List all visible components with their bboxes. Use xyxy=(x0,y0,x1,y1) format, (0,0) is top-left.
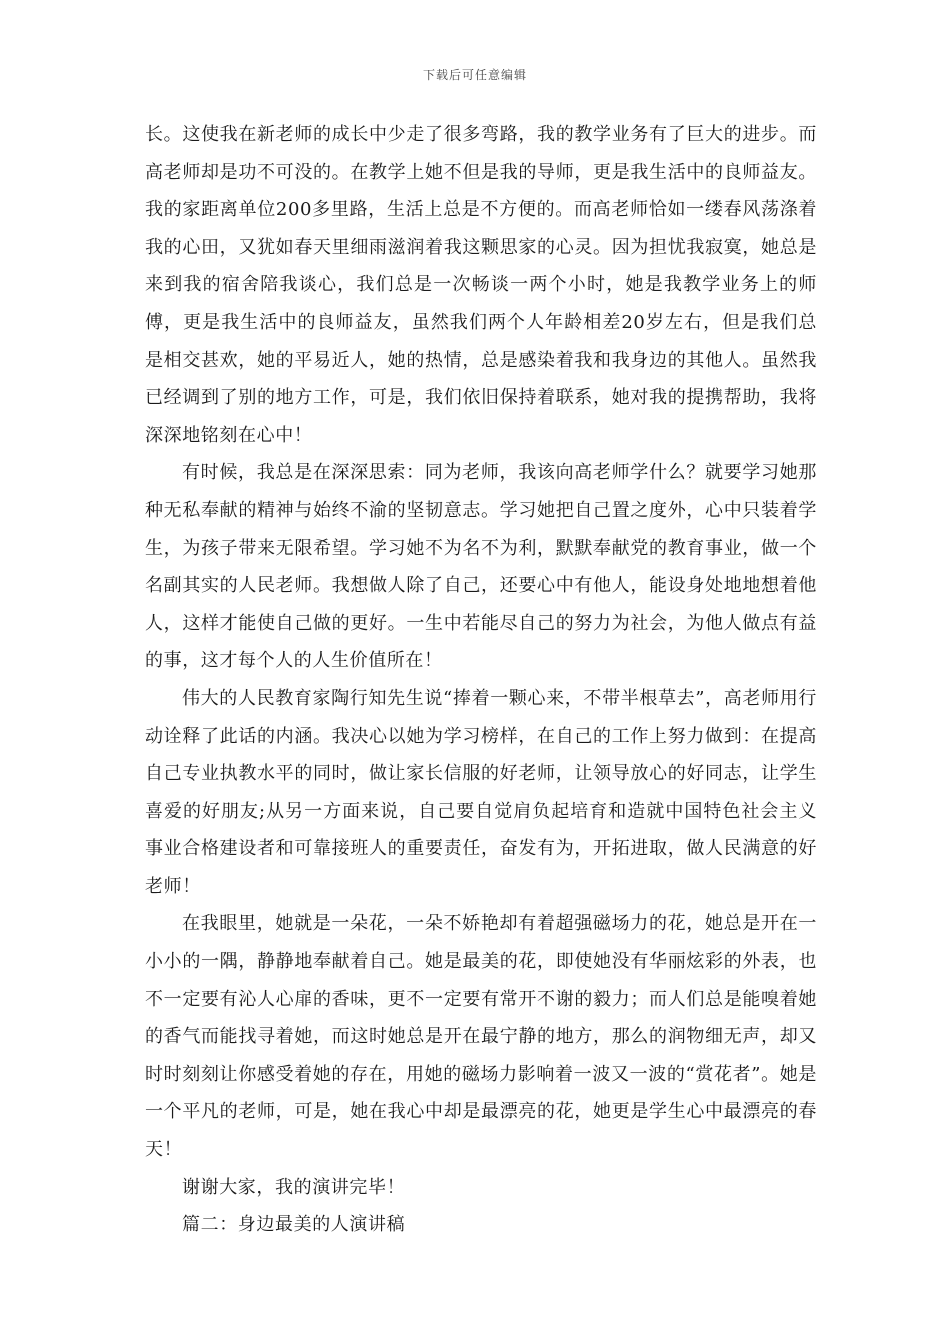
paragraph-4: 在我眼里，她就是一朵花，一朵不娇艳却有着超强磁场力的花，她总是开在一小小的一隅，静静地奉献着自己。她是最美的花，即使她没有华丽炫彩的外表，也不一定要有沁人心扉的香味，更不一定要有常开不谢的毅力；而人们总是能嗅着她的香气而能找寻着她，而这时她总是开在最宁静的地方，那么的润物细无声，却又时时刻刻让你感受着她的存在，用她的磁场力影响着一波又一波的“赏花者”。她是一个平凡的老师，可是，她在我心中却是最漂亮的花，她更是学生心中最漂亮的春天！ xyxy=(145,913,817,1161)
document-body xyxy=(145,116,817,1244)
paragraph-3: 伟大的人民教育家陶行知先生说“捧着一颗心来，不带半根草去”，高老师用行动诠释了此话的内涵。我决心以她为学习榜样，在自己的工作上努力做到：在提高自己专业执教水平的同时，做让家长信服的好老师，让领导放心的好同志，让学生喜爱的好朋友;从另一方面来说，自己要自觉肩负起培育和造就中国特色社会主义事业合格建设者和可靠接班人的重要责任，奋发有为，开拓进取，做人民满意的好老师！ xyxy=(145,687,817,897)
section-heading: 篇二：身边最美的人演讲稿 xyxy=(182,1214,406,1236)
page-header-note: 下载后可任意编辑 xyxy=(422,68,527,82)
paragraph-1: 长。这使我在新老师的成长中少走了很多弯路，我的教学业务有了巨大的进步。而高老师却是功不可没的。在教学上她不但是我的导师，更是我生活中的良师益友。我的家距离单位200多里路，生活上总是不方便的。而高老师恰如一缕春风荡涤着我的心田，又犹如春天里细雨滋润着我这颗思家的心灵。因为担忧我寂寞，她总是来到我的宿舍陪我谈心，我们总是一次畅谈一两个小时，她是我教学业务上的师傅，更是我生活中的良师益友，虽然我们两个人年龄相差20岁左右，但是我们总是相交甚欢，她的平易近人，她的热情，总是感染着我和我身边的其他人。虽然我已经调到了别的地方工作，可是，我们依旧保持着联系，她对我的提携帮助，我将深深地铭刻在心中！ xyxy=(145,124,817,446)
closing-line: 谢谢大家，我的演讲完毕！ xyxy=(182,1176,406,1198)
paragraph-2: 有时候，我总是在深深思索：同为老师，我该向高老师学什么？就要学习她那种无私奉献的精神与始终不渝的坚韧意志。学习她把自己置之度外，心中只装着学生，为孩子带来无限希望。学习她不为名不为利，默默奉献党的教育事业，做一个名副其实的人民老师。我想做人除了自己，还要心中有他人，能设身处地地想着他人，这样才能使自己做的更好。一生中若能尽自己的努力为社会，为他人做点有益的事，这才每个人的人生价值所在！ xyxy=(145,462,817,672)
